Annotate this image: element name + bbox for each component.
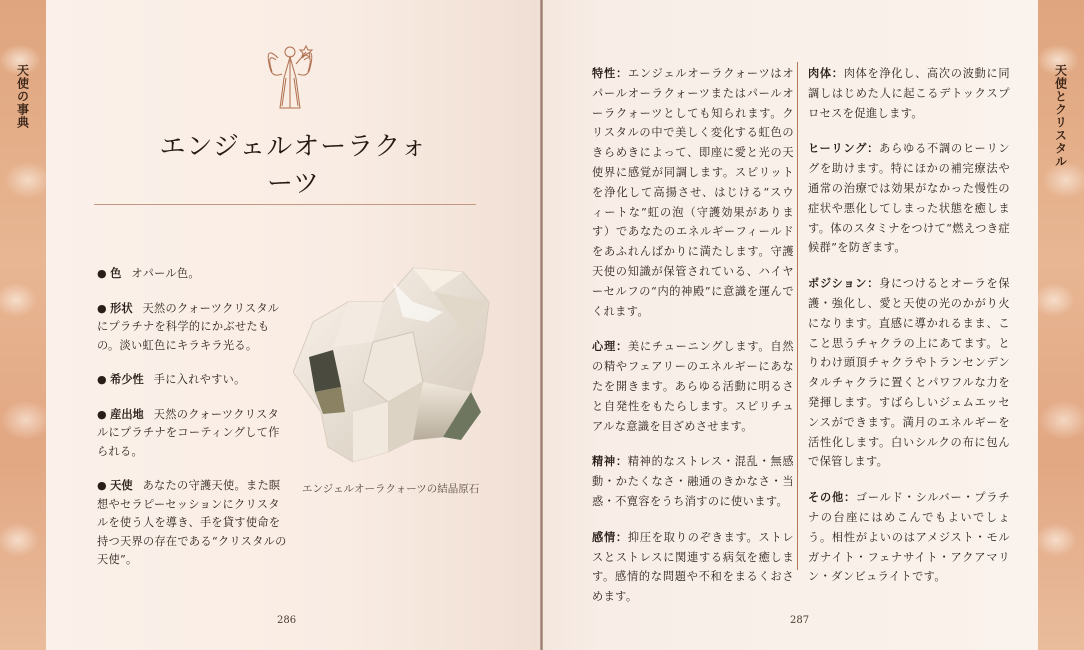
- text-column-2: [808, 64, 1010, 603]
- property-key: 色: [110, 266, 122, 280]
- section-text: エンジェルオーラクォーツはオパールオーラクォーツまたはパールオーラクォーツとしても知られます。クリスタルの中で美しく変化する虹色のきらめきによって、即座に愛と光の天使界に感覚が同調します。スピリットを浄化して高揚させ、はじける“スウィートな”虹の泡（守護効果があります）であなたのエネルギーフィールドをあふれんばかりに満たします。守護天使の知識が保管されている、ハイヤーセルフの“内的神殿”に意識を運んでくれます。: [592, 67, 794, 318]
- property-item: [97, 370, 287, 390]
- section-heading: その他：: [808, 490, 856, 505]
- property-value: 手に入れやすい。: [153, 373, 246, 386]
- section-paragraph: [808, 488, 1010, 587]
- angel-illustration-icon: [260, 38, 320, 114]
- section-heading: 心理：: [592, 339, 628, 354]
- section-paragraph: [592, 337, 794, 436]
- bullet-icon: ●: [97, 267, 107, 280]
- section-text: 身につけるとオーラを保護・強化し、愛と天使の光のかがり火になります。直感に導かれるまま、ここと思うチャクラの上にあてます。とりわけ頭頂チャクラやトランセンデンタルチャクラに置くとパワフルな力を発揮します。すばらしいジェムエッセンスができます。満月のエネルギーを活性化します。白いシルクの布に包んで保管します。: [808, 277, 1010, 469]
- property-key: 天使: [110, 478, 133, 492]
- section-text: 抑圧を取りのぞきます。ストレスとストレスに関連する病気を癒します。感情的な問題や不和をまるくおさめます。: [592, 530, 794, 604]
- right-cloud-edge: [1038, 0, 1084, 650]
- section-heading: 感情：: [592, 529, 628, 544]
- section-paragraph: [808, 274, 1010, 472]
- left-cloud-edge: [0, 0, 46, 650]
- section-heading: ポジション：: [808, 276, 880, 291]
- property-item: [97, 264, 287, 284]
- property-value: 天然のクォーツクリスタルにプラチナを科学的にかぶせたもの。淡い虹色にキラキラ光る。: [97, 301, 280, 352]
- section-paragraph: [808, 64, 1010, 123]
- section-paragraph: [592, 452, 794, 511]
- crystal-photo: [293, 262, 493, 472]
- section-text: ゴールド・シルバー・プラチナの台座にはめこんでもよいでしょう。相性がよいのはアメジスト・モルガナイト・フェナサイト・アクアマリン・ダンビュライトです。: [808, 491, 1010, 584]
- bullet-icon: ●: [97, 407, 107, 421]
- page-number-right: 287: [790, 615, 810, 626]
- property-value: あなたの守護天使。また瞑想やセラピーセッションにクリスタルを使う人を導き、手を貸す使命を持つ天界の存在である“クリスタルの天使”。: [97, 479, 287, 566]
- section-paragraph: [808, 139, 1010, 258]
- property-value: 天然のクォーツクリスタルにプラチナをコーティングして作られる。: [97, 407, 280, 458]
- right-edge-label: 天使とクリスタル: [1053, 64, 1068, 168]
- image-caption: エンジェルオーラクォーツの結晶原石: [302, 483, 480, 495]
- property-list: [97, 264, 287, 585]
- section-heading: 肉体：: [808, 66, 844, 80]
- column-divider: [797, 62, 798, 570]
- section-text: 美にチューニングします。自然の精やフェアリーのエネルギーにあなたを開きます。あらゆる活動に明るさと自発性をもたらします。スピリチュアルな意識を目ざめさせます。: [592, 340, 794, 433]
- property-item: [97, 476, 287, 570]
- section-heading: 精神：: [592, 454, 628, 469]
- property-key: 希少性: [110, 372, 144, 386]
- bullet-icon: ●: [97, 373, 107, 386]
- property-item: [97, 299, 287, 356]
- left-edge-label: 天使の事典: [15, 64, 30, 129]
- page-title: エンジェルオーラクォーツ: [159, 132, 428, 199]
- bullet-icon: ●: [97, 301, 107, 315]
- right-page: [543, 0, 1038, 650]
- property-value: オパール色。: [131, 267, 200, 280]
- page-number-left: 286: [277, 615, 297, 626]
- section-text: 精神的なストレス・混乱・無感動・かたくなさ・融通のきかなさ・当惑・不寛容をうち消すのに使います。: [592, 455, 794, 508]
- property-key: 形状: [110, 300, 133, 315]
- property-key: 産出地: [110, 406, 144, 421]
- section-heading: ヒーリング：: [808, 141, 880, 156]
- section-paragraph: [592, 64, 794, 321]
- left-page: [46, 0, 540, 650]
- title-divider: [94, 204, 476, 205]
- section-text: 肉体を浄化し、高次の波動に同調しはじめた人に起こるデトックスプロセスを促進します。: [808, 67, 1010, 120]
- text-column-1: [592, 64, 794, 623]
- section-heading: 特性：: [592, 66, 628, 80]
- property-item: [97, 405, 287, 462]
- section-paragraph: [592, 528, 794, 607]
- section-text: あらゆる不調のヒーリングを助けます。特にほかの補完療法や通常の治療では効果がなかった慢性の症状や悪化してしまった状態を癒します。体のスタミナをつけて“燃えつき症候群”を防ぎます。: [808, 142, 1010, 255]
- bullet-icon: ●: [97, 479, 107, 492]
